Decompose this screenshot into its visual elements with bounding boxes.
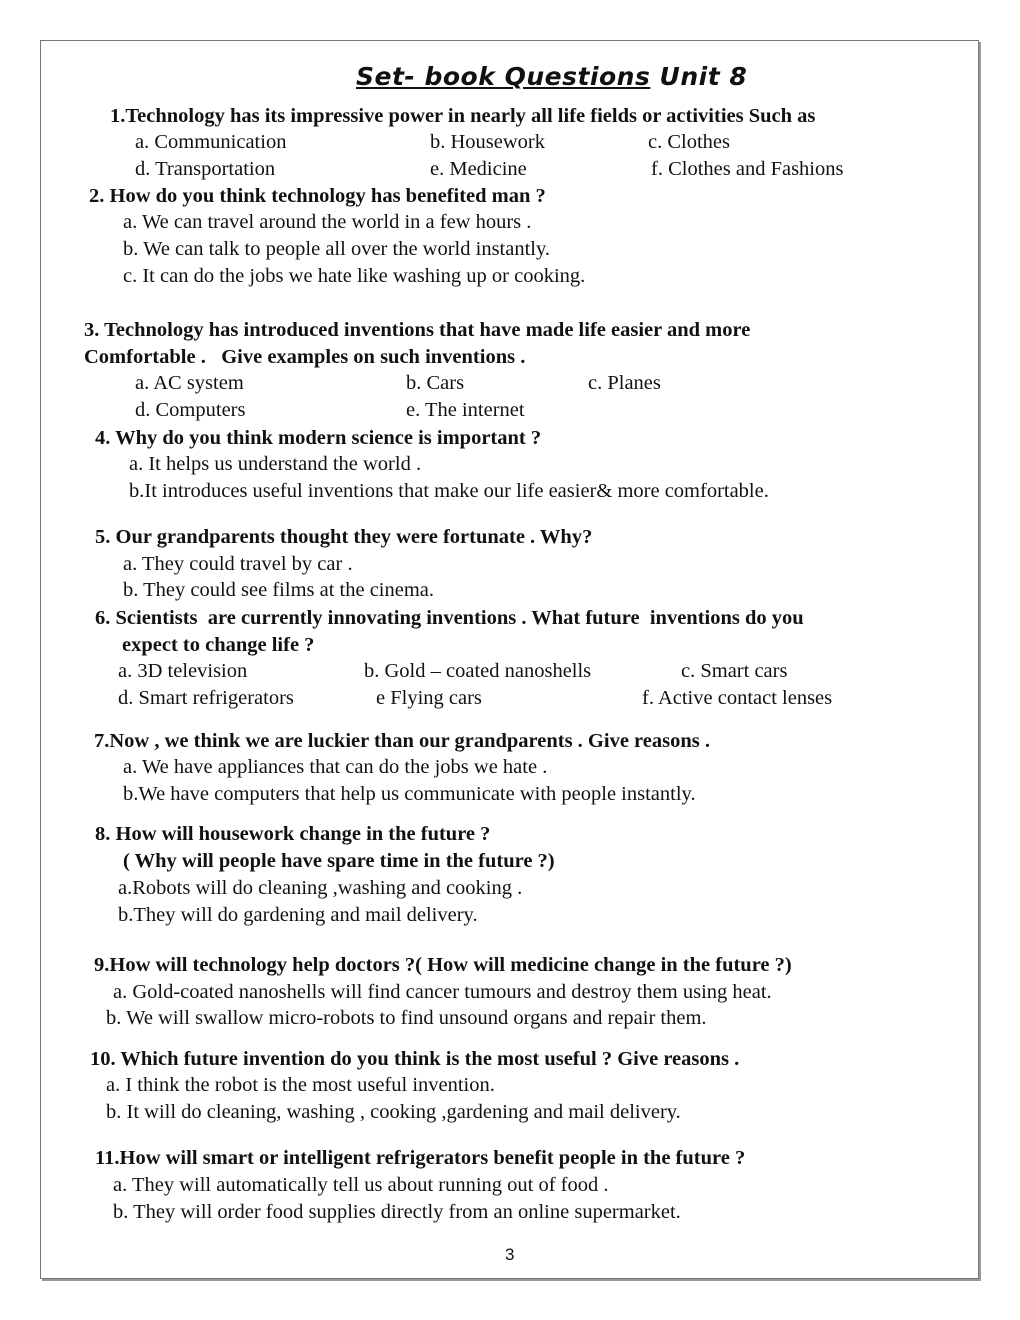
q8-question-line2: ( Why will people have spare time in the future ?) bbox=[123, 850, 555, 872]
q6-answer-f: f. Active contact lenses bbox=[642, 687, 833, 709]
q1-answer-b: b. Housework bbox=[430, 131, 546, 153]
q1-answer-d: d. Transportation bbox=[135, 158, 276, 180]
q5-question: 5. Our grandparents thought they were fortunate . Why? bbox=[95, 526, 593, 548]
q6-question-line1: 6. Scientists are currently innovating inventions . What future inventions do you bbox=[95, 607, 804, 629]
q9-answer-a: a. Gold-coated nanoshells will find cancer tumours and destroy them using heat. bbox=[113, 981, 772, 1003]
q1-answer-e: e. Medicine bbox=[430, 158, 527, 180]
q8-answer-a: a.Robots will do cleaning ,washing and cooking . bbox=[118, 877, 523, 899]
q3-answer-d: d. Computers bbox=[135, 399, 246, 421]
q6-answer-c: c. Smart cars bbox=[681, 660, 788, 682]
q11-answer-a: a. They will automatically tell us about running out of food . bbox=[113, 1174, 609, 1196]
q11-answer-b: b. They will order food supplies directly from an online supermarket. bbox=[113, 1201, 681, 1223]
q1-answer-a: a. Communication bbox=[135, 131, 287, 153]
q9-answer-b: b. We will swallow micro-robots to find unsound organs and repair them. bbox=[106, 1007, 707, 1029]
q3-answer-a: a. AC system bbox=[135, 372, 244, 394]
q10-answer-b: b. It will do cleaning, washing , cooking ,gardening and mail delivery. bbox=[106, 1101, 681, 1123]
q4-answer-b: b.It introduces useful inventions that make our life easier& more comfortable. bbox=[129, 480, 769, 502]
title-unit: Unit 8 bbox=[650, 62, 748, 91]
q9-question: 9.How will technology help doctors ?( How will medicine change in the future ?) bbox=[94, 954, 792, 976]
page-title bbox=[356, 62, 747, 91]
q10-question: 10. Which future invention do you think is the most useful ? Give reasons . bbox=[90, 1048, 740, 1070]
q3-answer-b: b. Cars bbox=[406, 372, 465, 394]
q6-question-line2: expect to change life ? bbox=[122, 634, 315, 656]
q7-answer-b: b.We have computers that help us communicate with people instantly. bbox=[123, 783, 696, 805]
q3-answer-c: c. Planes bbox=[588, 372, 661, 394]
q6-answer-e: e Flying cars bbox=[376, 687, 482, 709]
q11-question: 11.How will smart or intelligent refrigerators benefit people in the future ? bbox=[95, 1147, 746, 1169]
q3-question-line2: Comfortable . Give examples on such inventions . bbox=[84, 346, 526, 368]
q2-answer-b: b. We can talk to people all over the world instantly. bbox=[123, 238, 551, 260]
q3-answer-e: e. The internet bbox=[406, 399, 525, 421]
q1-answer-c: c. Clothes bbox=[648, 131, 730, 153]
q2-answer-c: c. It can do the jobs we hate like washing up or cooking. bbox=[123, 265, 586, 287]
q1-question: 1.Technology has its impressive power in nearly all life fields or activities Such as bbox=[110, 105, 816, 127]
q3-question-line1: 3. Technology has introduced inventions that have made life easier and more bbox=[84, 319, 751, 341]
q1-answer-f: f. Clothes and Fashions bbox=[651, 158, 844, 180]
q10-answer-a: a. I think the robot is the most useful invention. bbox=[106, 1074, 495, 1096]
q5-answer-a: a. They could travel by car . bbox=[123, 553, 353, 575]
q7-answer-a: a. We have appliances that can do the jobs we hate . bbox=[123, 756, 548, 778]
q4-answer-a: a. It helps us understand the world . bbox=[129, 453, 422, 475]
q6-answer-b: b. Gold – coated nanoshells bbox=[364, 660, 592, 682]
q2-question: 2. How do you think technology has benefited man ? bbox=[89, 185, 546, 207]
q8-question-line1: 8. How will housework change in the future ? bbox=[95, 823, 491, 845]
q6-answer-d: d. Smart refrigerators bbox=[118, 687, 294, 709]
q4-question: 4. Why do you think modern science is important ? bbox=[95, 427, 542, 449]
q2-answer-a: a. We can travel around the world in a few hours . bbox=[123, 211, 532, 233]
q5-answer-b: b. They could see films at the cinema. bbox=[123, 579, 435, 601]
q8-answer-b: b.They will do gardening and mail delivery. bbox=[118, 904, 478, 926]
page-number: 3 bbox=[505, 1245, 515, 1264]
title-underlined: Set- book Questions bbox=[356, 62, 651, 91]
q7-question: 7.Now , we think we are luckier than our grandparents . Give reasons . bbox=[94, 730, 710, 752]
q6-answer-a: a. 3D television bbox=[118, 660, 248, 682]
